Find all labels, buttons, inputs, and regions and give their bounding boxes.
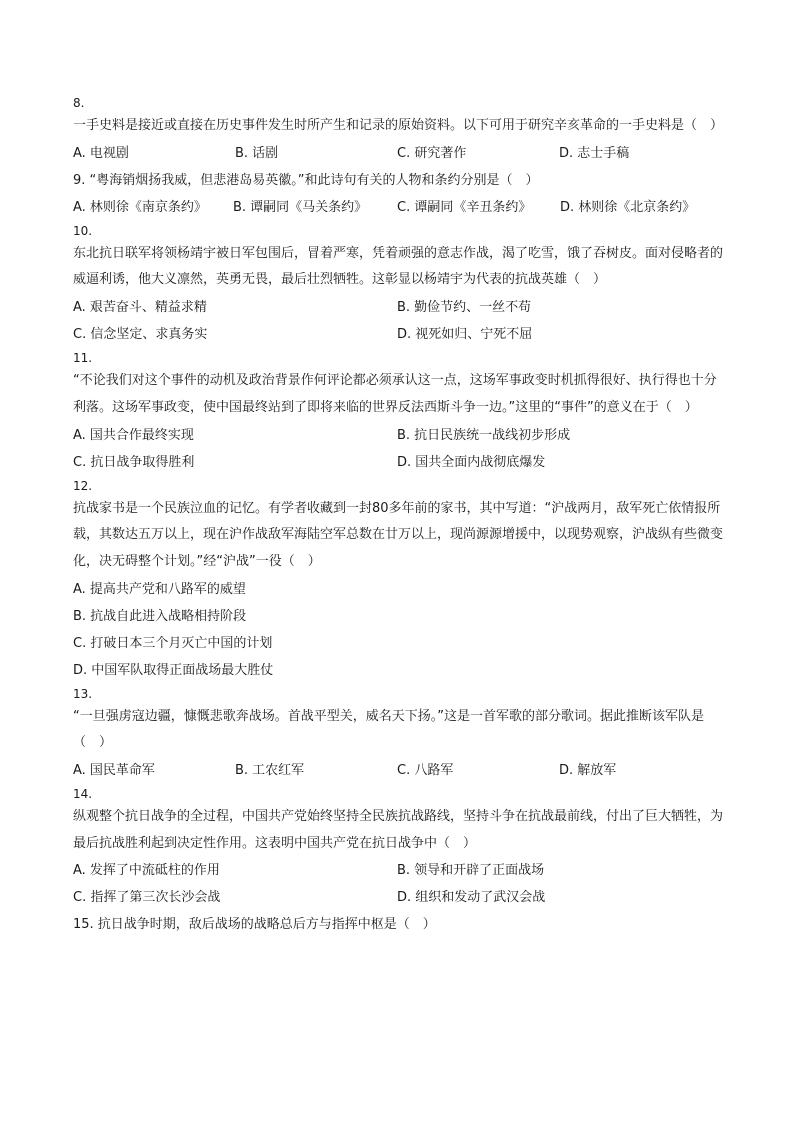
options-row: [73, 194, 723, 221]
option-a[interactable]: A. 电视剧: [73, 145, 129, 161]
options-row: [73, 140, 723, 167]
option-d[interactable]: D. 志士手稿: [559, 145, 630, 161]
question-number: 13.: [73, 686, 93, 701]
option-d[interactable]: D. 组织和发动了武汉会战: [397, 890, 546, 906]
exam-page: [73, 93, 723, 938]
option-c[interactable]: C. 信念坚定、求真务实: [73, 327, 208, 343]
question-number: 12.: [73, 478, 93, 493]
question-number: 8.: [73, 96, 85, 110]
question-stem: 15. 抗日战争时期，敌后战场的战略总后方与指挥中枢是（ ）: [73, 917, 436, 933]
question-stem: 一手史料是接近或直接在历史事件发生时所产生和记录的原始资料。以下可用于研究辛亥革命的一手史料是（ ）: [73, 118, 724, 133]
option-d[interactable]: D. 国共全面内战彻底爆发: [397, 454, 546, 470]
option-a[interactable]: A. 国民革命军: [73, 763, 155, 779]
option-a[interactable]: A. 林则徐《南京条约》: [73, 199, 207, 215]
option-b[interactable]: B. 谭嗣同《马关条约》: [233, 199, 368, 215]
question-number: 10.: [73, 223, 93, 238]
option-d[interactable]: D. 林则徐《北京条约》: [560, 199, 696, 215]
option-a[interactable]: A. 发挥了中流砥柱的作用: [73, 863, 220, 879]
option-c[interactable]: C. 抗日战争取得胜利: [73, 454, 195, 470]
options-row: [73, 884, 723, 911]
options-row: [73, 294, 723, 321]
option-b[interactable]: B. 工农红军: [235, 763, 305, 779]
question-stem: 9. “粤海销烟扬我威，但悲港岛易英徽。”和此诗句有关的人物和条约分别是（ ）: [73, 172, 539, 188]
question-9: [73, 167, 723, 221]
question-8: [73, 93, 723, 167]
question-14: [73, 784, 723, 911]
option-d[interactable]: D. 解放军: [559, 763, 617, 779]
question-stem: “一旦强虏寇边疆，慷慨悲歌奔战场。首战平型关，威名天下扬。”这是一首军歌的部分歌词。据此推断该军队是（ ）: [73, 708, 704, 751]
options-row: [73, 757, 723, 784]
options-row: [73, 857, 723, 884]
question-10: [73, 221, 723, 348]
option-a[interactable]: A. 艰苦奋斗、精益求精: [73, 300, 207, 316]
option-a[interactable]: A. 国共合作最终实现: [73, 427, 194, 443]
question-number: 11.: [73, 351, 93, 366]
option-b[interactable]: B. 话剧: [235, 145, 279, 161]
options-row: [73, 449, 723, 476]
option-c[interactable]: C. 指挥了第三次长沙会战: [73, 890, 221, 906]
question-13: [73, 684, 723, 784]
option-b[interactable]: B. 领导和开辟了正面战场: [397, 863, 545, 879]
option-b[interactable]: B. 抗日民族统一战线初步形成: [397, 427, 571, 443]
question-stem: 纵观整个抗日战争的全过程，中国共产党始终坚持全民族抗战路线，坚持斗争在抗战最前线，付出了巨大牺牲，为最后抗战胜利起到决定性作用。这表明中国共产党在抗日战争中（ ）: [73, 809, 724, 851]
question-12: [73, 476, 723, 684]
option-c[interactable]: C. 谭嗣同《辛丑条约》: [397, 199, 532, 215]
question-number: 14.: [73, 787, 93, 802]
option-b[interactable]: B. 抗战自此进入战略相持阶段: [73, 608, 247, 624]
options-row: [73, 422, 723, 449]
option-a[interactable]: A. 提高共产党和八路军的威望: [73, 581, 246, 597]
question-11: [73, 348, 723, 475]
question-stem: “不论我们对这个事件的动机及政治背景作何评论都必须承认这一点，这场军事政变时机抓得很好、执行得也十分利落。这场军事政变，使中国最终站到了即将来临的世界反法西斯斗争一边。”这里的“事件”的意义在于（ ）: [73, 373, 717, 415]
option-b[interactable]: B. 勤俭节约、一丝不苟: [397, 300, 532, 316]
option-c[interactable]: C. 打破日本三个月灭亡中国的计划: [73, 635, 273, 651]
question-15: [73, 911, 723, 938]
question-stem: 抗战家书是一个民族泣血的记忆。有学者收藏到一封80多年前的家书，其中写道：“沪战两月，敌军死亡依情报所载，其数达五万以上，现在沪作战敌军海陆空军总数在廿万以上，现尚源源增援中，以现势观察，沪战纵有些微变化，决无碍整个计划。”经“沪战”一役（ ）: [73, 500, 724, 569]
option-c[interactable]: C. 八路军: [397, 763, 454, 779]
question-stem: 东北抗日联军将领杨靖宇被日军包围后，冒着严寒，凭着顽强的意志作战，渴了吃雪，饿了吞树皮。面对侵略者的威逼利诱，他大义凛然，英勇无畏，最后壮烈牺牲。这彰显以杨靖宇为代表的抗战英雄（ ）: [73, 245, 724, 288]
option-c[interactable]: C. 研究著作: [397, 145, 467, 161]
option-d[interactable]: D. 中国军队取得正面战场最大胜仗: [73, 662, 274, 678]
option-d[interactable]: D. 视死如归、宁死不屈: [397, 327, 533, 343]
options-row: [73, 321, 723, 348]
